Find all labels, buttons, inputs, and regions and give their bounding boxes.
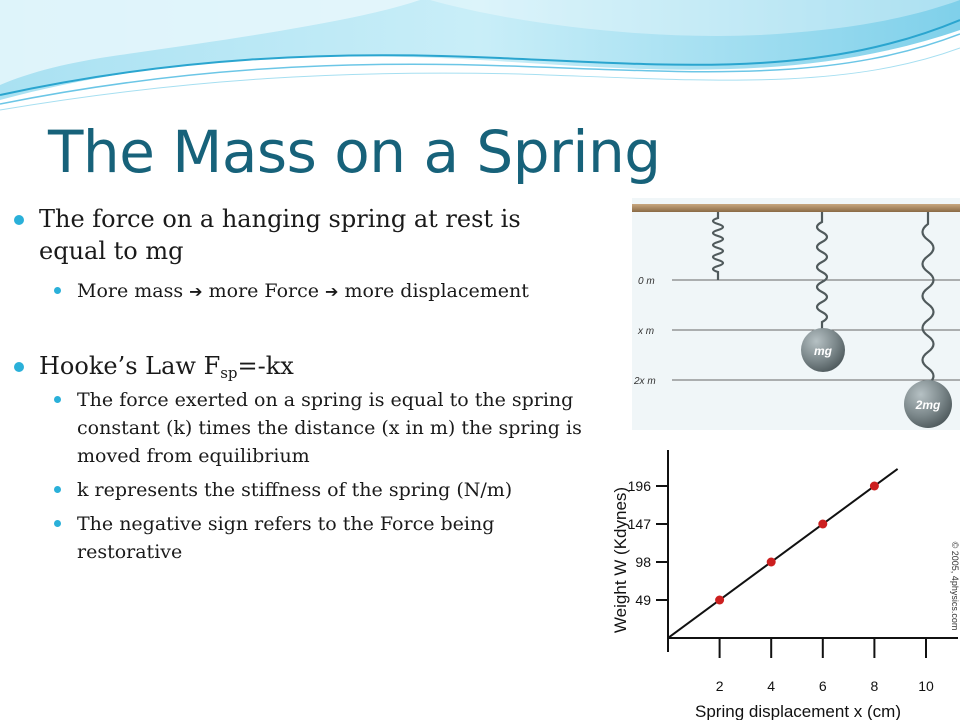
copyright-text: © 2005, 4physics.com — [950, 541, 960, 631]
arrow-right-icon: ➔ — [325, 282, 339, 301]
ceiling-beam — [632, 204, 960, 212]
y-tick-label: 49 — [635, 592, 651, 608]
bullet-2-sub-3: The negative sign refers to the Force being restorative — [14, 510, 584, 566]
level-label-x: x m — [638, 326, 655, 337]
data-point — [870, 482, 879, 491]
y-tick-label: 196 — [627, 478, 651, 494]
data-point — [767, 558, 776, 567]
y-axis-label: Weight W (Kdynes) — [611, 486, 630, 634]
mass-mg-label: mg — [814, 344, 832, 358]
hookes-law-subscript: sp — [220, 364, 238, 382]
hookes-law-equation: =-kx — [237, 352, 294, 380]
bullet-2-sub-1: The force exerted on a spring is equal to the spring constant (k) times the distance (x in m) the spring is moved from equilibrium — [14, 386, 584, 470]
y-tick-label: 147 — [627, 516, 651, 532]
sub-text-3: more displacement — [344, 280, 529, 302]
spring-diagram — [632, 198, 960, 430]
arrow-right-icon: ➔ — [189, 282, 203, 301]
x-tick-label: 10 — [918, 678, 934, 694]
fit-line — [668, 469, 898, 638]
weight-displacement-graph — [606, 440, 960, 720]
bullet-1: The force on a hanging spring at rest is equal to mg — [14, 203, 584, 267]
level-label-0: 0 m — [638, 276, 655, 287]
x-axis-label: Spring displacement x (cm) — [695, 702, 901, 720]
level-label-2x: 2x m — [634, 376, 656, 387]
x-tick-label: 6 — [818, 678, 827, 694]
mass-2mg-label: 2mg — [915, 398, 941, 412]
bullet-1-sub — [14, 277, 584, 306]
header-wave-decoration — [0, 0, 960, 120]
sub-text-1: More mass — [77, 280, 184, 302]
bullet-list — [14, 203, 584, 566]
y-tick-label: 98 — [635, 554, 651, 570]
hookes-law-label: Hooke’s Law F — [39, 352, 221, 380]
bullet-2-sub-2: k represents the stiffness of the spring (N/m) — [14, 476, 584, 504]
x-tick-label: 2 — [715, 678, 724, 694]
x-tick-label: 8 — [870, 678, 879, 694]
sub-text-2: more Force — [208, 280, 319, 302]
x-tick-label: 4 — [767, 678, 776, 694]
data-point — [818, 520, 827, 529]
bullet-2 — [14, 350, 584, 382]
slide-title: The Mass on a Spring — [48, 118, 661, 186]
data-point — [715, 596, 724, 605]
